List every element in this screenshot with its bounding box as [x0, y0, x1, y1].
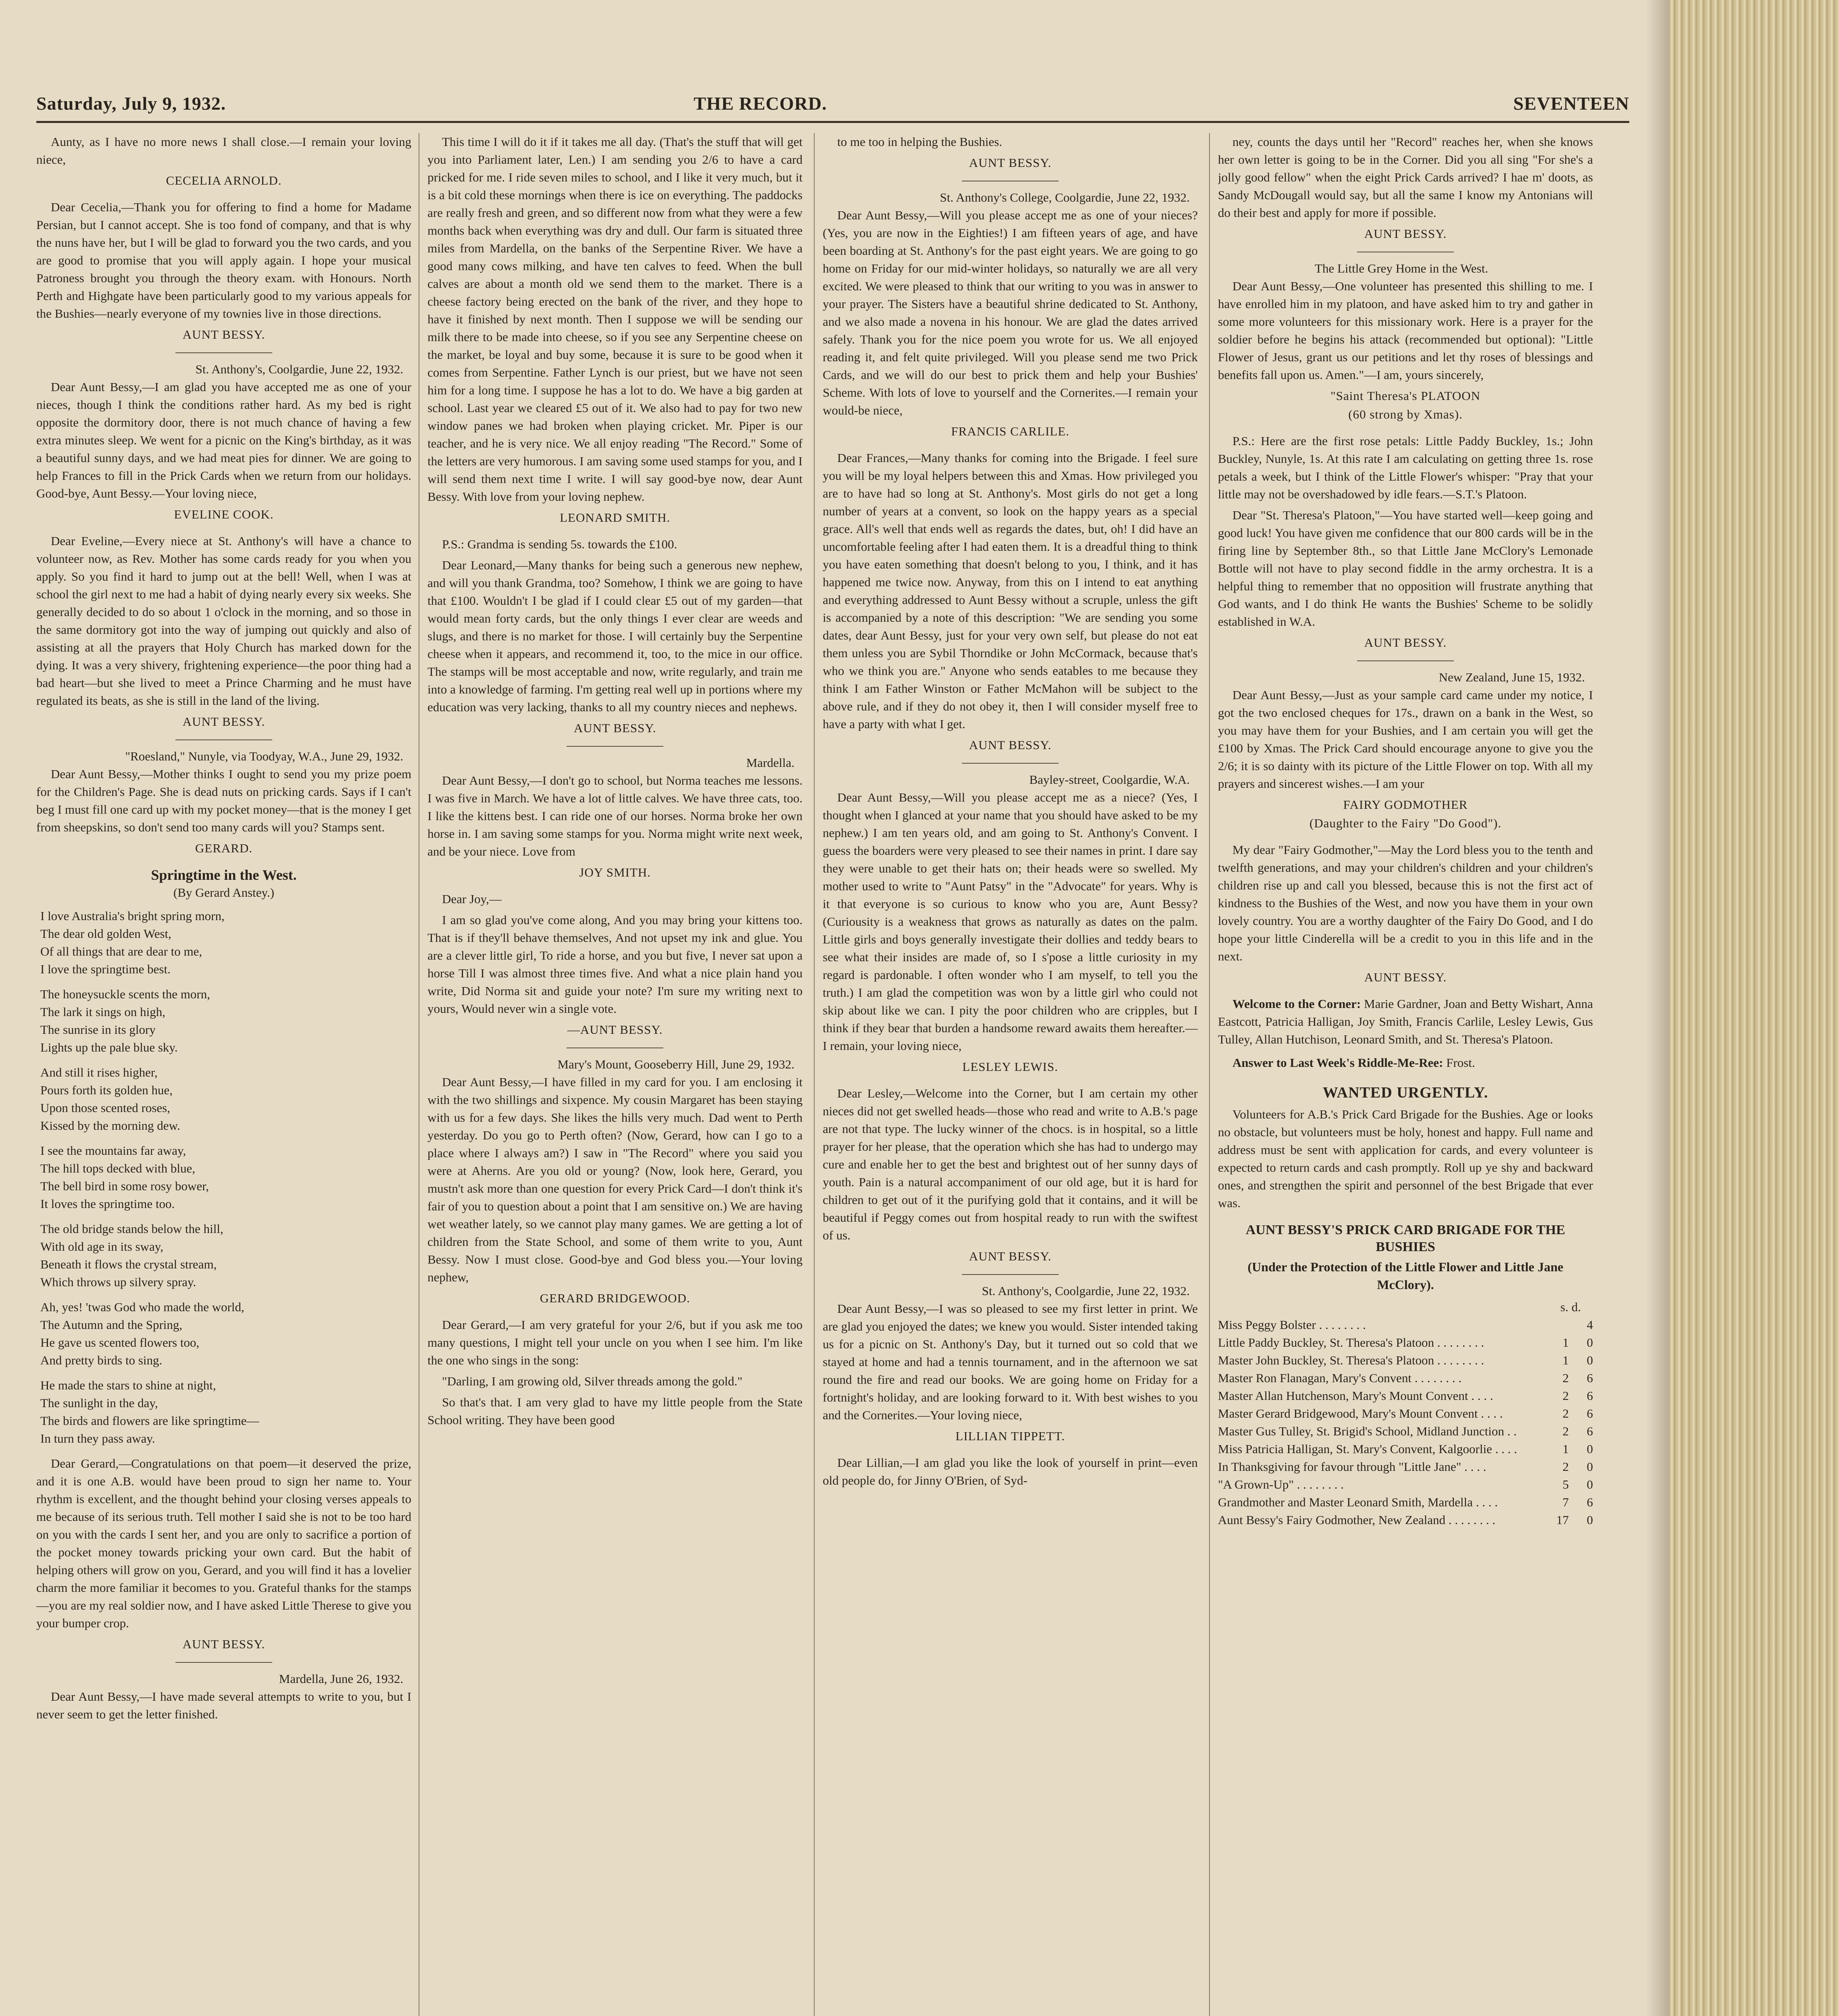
masthead [36, 93, 1629, 123]
letter-address: Mardella. [746, 756, 794, 770]
donor-name: Master Allan Hutchenson, Mary's Mount Convent . . . . [1218, 1389, 1493, 1403]
letter-address: Bayley-street, Coolgardie, W.A. [1029, 773, 1190, 787]
list-item [1218, 1352, 1593, 1369]
column-1 [36, 133, 411, 2016]
letter-text: Dear Aunt Bessy,—I was so pleased to see my first letter in print. We are glad you enjoyed the dates; we knew you would. Sister intended taking us for a picnic on St. Anthony's Day, but it turned out so cold that we stayed at home and had a tennis tournament, and in the afternoon we sat round the fire and read our books. We are going home on Friday for a fortnight's holiday, and are looking forward to it. With best wishes to you and the Cornerites.—Your loving niece, [823, 1302, 1198, 1422]
letter-salutation: Dear Joy,— [442, 892, 502, 906]
wanted-text: Volunteers for A.B.'s Prick Card Brigade for the Bushies. Age or looks no obstacle, but volunteers must be holy, honest and happy. Full name and address must be sent with application for cards, and every volunteer is expected to return cards and cash promptly. Roll up ye shy and backward ones, and strengthen the spirit and personnel of the best Brigade that ever was. [1218, 1107, 1593, 1210]
donor-name: Master Gus Tulley, St. Brigid's School, Midland Junction . . [1218, 1424, 1517, 1438]
signature: GERARD. [195, 841, 253, 855]
brigade-subheading: (Under the Protection of the Little Flower and Little Jane McClory). [1247, 1260, 1564, 1292]
signature: AUNT BESSY. [1364, 227, 1447, 241]
pence: 6 [1587, 1406, 1593, 1420]
poem-verse [36, 1377, 411, 1447]
signature: AUNT BESSY. [1364, 635, 1447, 650]
signature: "Saint Theresa's PLATOON [1330, 389, 1480, 403]
letter-text: ney, counts the days until her "Record" reaches her, when she knows her own letter is going to be in the Corner. Did you all sing "For she's a jolly good fellow" when the eight Prick Cards arrived? I hae m' doots, as Sandy McDougall would say, but all the same I know my Antonians will do their best and apply for more if possible. [1218, 135, 1593, 220]
divider [567, 746, 663, 747]
letter-text: Dear Lillian,—I am glad you like the look of yourself in print—even old people do, for Jinny O'Brien, of Syd- [823, 1456, 1198, 1487]
poem-line: He made the stars to shine at night, [40, 1378, 216, 1392]
poem-line: The dear old golden West, [40, 927, 171, 941]
letter-address: St. Anthony's, Coolgardie, June 22, 1932. [195, 362, 403, 376]
signature: JOY SMITH. [579, 865, 651, 879]
list-item [1218, 1369, 1593, 1387]
letter-address: St. Anthony's, Coolgardie, June 22, 1932. [982, 1284, 1190, 1298]
pence: 4 [1587, 1318, 1593, 1332]
donor-name: Little Paddy Buckley, St. Theresa's Platoon . . . . . . . . [1218, 1335, 1484, 1350]
pence: 0 [1587, 1335, 1593, 1350]
divider [962, 763, 1059, 764]
shillings: 2 [1562, 1424, 1569, 1438]
column-4 [1218, 133, 1593, 2016]
letter-text: Dear Aunt Bessy,—One volunteer has presented this shilling to me. I have enrolled him in my platoon, and have asked him to try and gather in some more volunteers for this missionary work. Here is a prayer for the soldier before he begins his attack (recommended but optional): "Little Flower of Jesus, grant us our petitions and let thy roses of blessings and benefits fall upon us. Amen."—I am, yours sincerely, [1218, 279, 1593, 382]
page-number: SEVENTEEN [1513, 93, 1629, 114]
letter-text: Dear Cecelia,—Thank you for offering to find a home for Madame Persian, but I cannot accept. She is too fond of company, and that is why the nuns have her, but I will be glad to forward you the two cards, and you are good to promise that you will apply again. I hope your musical Patroness brought you through the theory exam. with Honours. North Perth and Highgate have been particularly good to my various appeals for the Bushies—nearly everyone of my townies live in those directions. [36, 200, 411, 321]
song-quote: "Darling, I am growing old, Silver threads among the gold." [442, 1374, 743, 1388]
column-rule [814, 133, 815, 2016]
poem-line: Beneath it flows the crystal stream, [40, 1257, 217, 1271]
signature-note: (60 strong by Xmas). [1348, 407, 1463, 421]
shillings: 2 [1562, 1460, 1569, 1474]
issue-date: Saturday, July 9, 1932. [36, 93, 226, 114]
poem-verse [36, 1142, 411, 1213]
signature: AUNT BESSY. [969, 1249, 1052, 1263]
signature: AUNT BESSY. [182, 327, 265, 342]
column-3 [823, 133, 1198, 2016]
poem-line: The birds and flowers are like springtime— [40, 1414, 259, 1428]
brigade-list [1218, 1316, 1593, 1529]
letter-text: Dear Leonard,—Many thanks for being such a generous new nephew, and will you thank Grandma, too? Somehow, I think we are going to have that £100. Wouldn't I be glad if I could clear £5 out of my garden—that would mean forty cards, but the only things I ever clear are weeds and slugs, and there is no market for those. I will certainly buy the Serpentine cheese when it appears, and recommend it, too, to the mice in our office. The stamps will be most acceptable and now, write regularly, and train me into a knowledge of farming. I'm getting real well up in portions where my education was very lacking, thanks to all my country nieces and nephews. [427, 558, 803, 714]
poem-line: And pretty birds to sing. [40, 1353, 163, 1367]
shillings: 7 [1562, 1495, 1569, 1509]
signature: LEONARD SMITH. [559, 510, 671, 525]
poem-title: Springtime in the West. [151, 867, 297, 883]
bound-page-edges [1670, 0, 1839, 2016]
pence: 6 [1587, 1389, 1593, 1403]
list-item [1218, 1476, 1593, 1493]
column-rule [1209, 133, 1210, 2016]
letter-text: Dear Aunt Bessy,—Just as your sample card came under my notice, I got the two enclosed cheques for 17s., drawn on a bank in the West, so you may have them for your Bushies, and I am certain you will get the £100 by Xmas. The Prick Card should encourage anyone to give you the 2/6; it is so dainty with its picture of the Little Flower on top. With all my prayers and sincerest wishes.—I am your [1218, 688, 1593, 791]
shillings: 1 [1562, 1442, 1569, 1456]
letter-text: to me too in helping the Bushies. [837, 135, 1002, 149]
pence: 0 [1587, 1442, 1593, 1456]
divider [175, 739, 272, 740]
list-item [1218, 1511, 1593, 1529]
poem-line: He gave us scented flowers too, [40, 1335, 200, 1350]
divider [175, 1662, 272, 1663]
list-item [1218, 1440, 1593, 1458]
divider [1357, 660, 1454, 661]
signature: GERARD BRIDGEWOOD. [540, 1291, 690, 1305]
list-item [1218, 1458, 1593, 1476]
poem-line: Pours forth its golden hue, [40, 1083, 173, 1097]
poem-line: Which throws up silvery spray. [40, 1275, 196, 1289]
riddle-answer-label: Answer to Last Week's Riddle-Me-Ree: [1232, 1056, 1443, 1070]
paper-title: THE RECORD. [694, 93, 827, 114]
letter-text: Dear Aunt Bessy,—Mother thinks I ought to send you my prize poem for the Children's Page. She is dead nuts on pricking cards. Says if I can't beg I must fill one card up with my pocket money—that is the money I get from sheepskins, so don't send too many cards will you? Stamps sent. [36, 767, 411, 834]
signature-note: (Daughter to the Fairy "Do Good"). [1309, 816, 1501, 830]
signature: EVELINE COOK. [174, 507, 274, 521]
postscript: P.S.: Grandma is sending 5s. towards the £100. [442, 537, 677, 551]
welcome-notice [1218, 995, 1593, 1048]
letter-text: Dear Gerard,—I am very grateful for your 2/6, but if you ask me too many questions, I might tell your uncle on you when I see him. I'm like the one who sings in the song: [427, 1318, 803, 1367]
divider [175, 352, 272, 353]
letter-text: Dear Aunt Bessy,—Will you please accept me as one of your nieces? (Yes, you are now in the Eighties!) I am fifteen years of age, and have been boarding at St. Anthony's for the past eight years. We are going to go home on Friday for our mid-winter holidays, so naturally we are all very excited. We were pleased to think that our writing to you was in answer to your prayer. The Sisters have a beautiful shrine dedicated to St. Anthony, and we also made a novena in his honour. We are glad the dates arrived safely. Thank you for the nice poem you wrote for us. We all enjoyed reading it, and felt quite privileged. Will you please send me two Prick Cards, and we will do our best to prick them and help your Bushies' Scheme. With lots of love to yourself and the Cornerites.—I remain your would-be niece, [823, 208, 1198, 417]
wanted-heading: WANTED URGENTLY. [1322, 1084, 1489, 1101]
poem-line: Kissed by the morning dew. [40, 1118, 180, 1133]
shillings: 2 [1562, 1406, 1569, 1420]
signature: LESLEY LEWIS. [962, 1060, 1058, 1074]
letter-address: Mary's Mount, Gooseberry Hill, June 29, 1932. [557, 1057, 794, 1071]
signature: AUNT BESSY. [182, 714, 265, 729]
currency-header: s. d. [1560, 1300, 1581, 1314]
letter-text: Dear Aunt Bessy,—I have made several attempts to write to you, but I never seem to get the letter finished. [36, 1689, 411, 1721]
poem-line: With old age in its sway, [40, 1239, 163, 1254]
poem-line: The lark it sings on high, [40, 1005, 165, 1019]
poem-verse [36, 1220, 411, 1291]
poem-line: Of all things that are dear to me, [40, 944, 202, 958]
letter-text: Dear Lesley,—Welcome into the Corner, but I am certain my other nieces did not get swelled heads—those who read and write to A.B.'s page are not that type. The lucky winner of the chocs. is in hospital, so a little prayer for her please, that the operation which she has had to undergo may cure and enable her to get the best and brightest out of her sunny days of youth. Pain is a natural accompaniment of our old age, but it is hard for children to get out of it the purifying gold that it contains, and it will be beautiful if Peggy comes out from hospital ready to run with the swiftest of us. [823, 1086, 1198, 1242]
letter-address: "Roesland," Nunyle, via Toodyay, W.A., June 29, 1932. [125, 749, 403, 763]
riddle-answer [1218, 1054, 1593, 1072]
donor-name: Grandmother and Master Leonard Smith, Mardella . . . . [1218, 1495, 1498, 1509]
signature: AUNT BESSY. [182, 1637, 265, 1651]
poem-byline: (By Gerard Anstey.) [173, 885, 275, 900]
pence: 6 [1587, 1424, 1593, 1438]
list-item [1218, 1334, 1593, 1352]
shillings: 17 [1556, 1513, 1569, 1527]
donor-name: Master Gerard Bridgewood, Mary's Mount Convent . . . . [1218, 1406, 1503, 1420]
list-item [1218, 1316, 1593, 1334]
letter-text: Dear "St. Theresa's Platoon,"—You have started well—keep going and good luck! You have given me confidence that our 800 cards will be in the firing line by September 8th., so that Little Jane McClory's Lemonade Bottle will not have to play second fiddle in the army orchestra. It is a helpful thing to remember that no opposition will frustrate anything that God wants, and I do think He wants the Bushies' Scheme to be solidly established in W.A. [1218, 508, 1593, 629]
pence: 6 [1587, 1371, 1593, 1385]
list-item [1218, 1493, 1593, 1511]
letter-text: This time I will do it if it takes me all day. (That's the stuff that will get you into Parliament later, Len.) I am sending you 2/6 to have a card pricked for me. I ride seven miles to school, and I like it very much, but it is a bit cold these mornings when there is ice on everything. The paddocks are really fresh and green, and so different now from what they were a few months back when everything was dry and dull. Our farm is situated three miles from Mardella, on the banks of the Serpentine River. We have a good many cows milking, and have ten calves to feed. When the bull calves are about a month old we send them to the market. There is a cheese factory being erected on the bank of the river, and they hope to have it finished by next month. Then I suppose we will be sending our milk there to be made into cheese, so if you see any Serpentine cheese on the market, be loyal and buy some, because it is sure to be good when it comes from Serpentine. Father Lynch is our priest, but we have not seen him for a long time. I suppose he has a lot to do. We have a big garden at school. Last year we cleared £5 out of it. We also had to pay for two new window panes we had broken when playing cricket. Mr. Piper is our teacher, and he is very nice. We all enjoy reading "The Record." Some of the letters are very humorous. I am saving some used stamps for you, and I will send them next time I write. I will say good-bye now, dear Aunt Bessy. With love from your loving nephew. [427, 135, 803, 504]
signature: AUNT BESSY. [1364, 970, 1447, 984]
pence: 6 [1587, 1495, 1593, 1509]
pence: 0 [1587, 1477, 1593, 1491]
letter-text: Dear Aunt Bessy,—I have filled in my card for you. I am enclosing it with the two shillings and sixpence. My cousin Margaret has been staying with us for a few days. She likes the hills very much. Dad went to Perth yesterday. Do you go to Perth often? (Now, Gerard, how can I go to a place where I always am?) I saw in "The Record" where you said you were at Aherns. Are you old or young? (Now, look here, Gerard, you mustn't ask more than one question for every Prick Card—I don't think it's fair of you to question about a point that I am sensitive on.) We are having wet weather lately, so we cannot play many games. We are getting a lot of children from the State School, and some of them write to you, Aunt Bessy. Now I must close. Good-bye and God bless you.—Your loving nephew, [427, 1075, 803, 1284]
list-item [1218, 1387, 1593, 1405]
shillings: 1 [1562, 1353, 1569, 1367]
poem-verse [36, 1298, 411, 1369]
signature: AUNT BESSY. [969, 156, 1052, 170]
shillings: 2 [1562, 1389, 1569, 1403]
welcome-label: Welcome to the Corner: [1232, 997, 1361, 1011]
poem-verse [36, 1064, 411, 1135]
poem-line: I love Australia's bright spring morn, [40, 909, 225, 923]
shillings: 1 [1562, 1335, 1569, 1350]
donor-name: In Thanksgiving for favour through "Little Jane" . . . . [1218, 1460, 1487, 1474]
poem-line: The old bridge stands below the hill, [40, 1222, 223, 1236]
poem-line: The hill tops decked with blue, [40, 1161, 195, 1175]
poem-line: The honeysuckle scents the morn, [40, 987, 210, 1001]
pence: 0 [1587, 1353, 1593, 1367]
letter-address: Mardella, June 26, 1932. [279, 1672, 403, 1686]
signature: AUNT BESSY. [573, 721, 657, 735]
pence: 0 [1587, 1460, 1593, 1474]
signature: LILLIAN TIPPETT. [955, 1429, 1065, 1443]
poem-verse [36, 985, 411, 1056]
riddle-answer-text: Frost. [1446, 1056, 1475, 1070]
letter-text: Dear Aunt Bessy,—I am glad you have accepted me as one of your nieces, though I think the conditions rather hard. As my bed is right opposite the dormitory door, there is not much chance of having a few extra minutes sleep. We went for a picnic on the King's birthday, as it was a beautiful sunny days, and we had meat pies for dinner. We are going to help Frances to fill in the Prick Cards when we return from our holidays. Good-bye, Aunt Bessy.—Your loving niece, [36, 380, 411, 500]
divider [962, 1274, 1059, 1275]
poem-line: In turn they pass away. [40, 1431, 155, 1445]
donor-name: "A Grown-Up" . . . . . . . . [1218, 1477, 1344, 1491]
poem-line: I love the springtime best. [40, 962, 171, 976]
donor-name: Miss Patricia Halligan, St. Mary's Convent, Kalgoorlie . . . . [1218, 1442, 1517, 1456]
donor-name: Miss Peggy Bolster . . . . . . . . [1218, 1318, 1366, 1332]
letter-text: Dear Eveline,—Every niece at St. Anthony's will have a chance to volunteer now, as Rev. Mother has some cards ready for you when you apply. So you find it hard to jump out at the bell! Well, when I was at school the girl next to me had a habit of dying nearly every six weeks. She generally decided to do so about 1 o'clock in the morning, and so those in the same dormitory got into the way of jumping out quickly and also of assisting at all the prayers that Holy Church has marked down for the dying. It was a very shivery, frightening experience—the poor thing had a bad heart—but she lived to meet a Prince Charming and he must have regulated its beats, as she is still in the land of the living. [36, 534, 411, 708]
poem-line: Upon those scented roses, [40, 1101, 170, 1115]
poem-line: The Autumn and the Spring, [40, 1318, 183, 1332]
donor-name: Master Ron Flanagan, Mary's Convent . . . . . . . . [1218, 1371, 1462, 1385]
letter-text: My dear "Fairy Godmother,"—May the Lord bless you to the tenth and twelfth generations, and may your children's children and your children's children rise up and call you blessed, because this is not the first act of kindness to the Bushies of the West, and now you have them in your own lovely country. You are a worthy daughter of the Fairy Do Good, and I do hope your little Cinderella will be a credit to you in this life and in the next. [1218, 843, 1593, 963]
signature: FAIRY GODMOTHER [1343, 798, 1468, 812]
poem-line: Lights up the pale blue sky. [40, 1040, 178, 1054]
letter-text: Dear Frances,—Many thanks for coming into the Brigade. I feel sure you will be my loyal helpers between this and Xmas. How privileged you are to have had so long at St. Anthony's. Most girls do not get a long number of years at a convent, so look on the happy years as a special grace. All's well that ends well as regards the dates, but, oh! I did have an uncomfortable feeling after I had eaten them. It is a dreadful thing to think you have eaten something that doesn't belong to you, I think, and it has happened me twice now. Anyway, from this on I intend to eat anything and everything addressed to Aunt Bessy without a scruple, unless the gift is accompanied by a note of this description: "We are sending you some dates, dear Aunt Bessy, just for your very own self, but please do not eat them unless you are Sybil Thorndike or John McCormack, because that's who we think you are." Anyone who sends eatables to me because they think I am Father Winston or Father McMahon will be subject to the above rule, and if they do not obey it, then I will consider myself free to have a party with what I get. [823, 451, 1198, 731]
letter-text: Dear Aunt Bessy,—I don't go to school, but Norma teaches me lessons. I was five in March. We have a lot of little calves. We have three cats, too. I like the kittens best. I can ride one of our horses. Norma broke her own horse in. I am saving some stamps for you. Norma might write next week, and be your niece. Love from [427, 773, 803, 858]
letter-text: Aunty, as I have no more news I shall close.—I remain your loving niece, [36, 135, 411, 167]
letter-text: Dear Gerard,—Congratulations on that poem—it deserved the prize, and it is one A.B. would have been proud to sign her name to. Your rhythm is excellent, and the thought behind your closing verses appeals to me because of its serious truth. Tell mother I said she is not to be too hard on you with the cards I sent her, and you are only to sacrifice a portion of the pocket money towards pricking your own card. But the habit of helping others will grow on you, Gerard, and you will find it has a lovelier charm the more familiar it becomes to you. Grateful thanks for the stamps—you are my real soldier now, and I have asked Little Therese to give you your bumper crop. [36, 1456, 411, 1630]
signature: CECELIA ARNOLD. [166, 173, 282, 187]
letter-verse: I am so glad you've come along, And you may bring your kittens too. That is if they'll behave themselves, And not upset my ink and glue. You are a clever little girl, To ride a horse, and you but five, I never sat upon a horse Till I was almost three times five. And what a nice plain hand you write, Did Norma sit and guide your note? I'm sure my writing next to yours, Would never win a single vote. [427, 913, 803, 1016]
poem-line: Ah, yes! 'twas God who made the world, [40, 1300, 244, 1314]
shillings: 2 [1562, 1371, 1569, 1385]
poem-line: And still it rises higher, [40, 1065, 158, 1079]
poem-line: The sunlight in the day, [40, 1396, 158, 1410]
letter-address: St. Anthony's College, Coolgardie, June 22, 1932. [940, 190, 1190, 204]
poem-line: The bell bird in some rosy bower, [40, 1179, 209, 1193]
postscript: P.S.: Here are the first rose petals: Little Paddy Buckley, 1s.; John Buckley, Nunyle, 1s. At this rate I am calculating on getting three 1s. rose petals a week, but I think of the Little Flower's whisper: "Pray that your little may not be overshadowed by idle fears.—S.T.'s Platoon. [1218, 434, 1593, 501]
shillings: 5 [1562, 1477, 1569, 1491]
donor-name: Aunt Bessy's Fairy Godmother, New Zealand . . . . . . . . [1218, 1513, 1495, 1527]
poem-line: It loves the springtime too. [40, 1197, 175, 1211]
signature: —AUNT BESSY. [567, 1023, 663, 1037]
pence: 0 [1587, 1513, 1593, 1527]
letter-text: Dear Aunt Bessy,—Will you please accept me as a niece? (Yes, I thought when I glanced at your name that you should have asked to be my nephew.) I am ten years old, and am going to St. Anthony's Convent. I guess the boarders were very pleased to see their names in print. I dare say they were unable to get their hats on; their heads were so swelled. My mother used to write to "Aunt Patsy" in the "Advocate" for years. Why is it that everyone is so curious to know who you are, Aunt Bessy? (Curiousity is a weakness that grows as naturally as dates on the palm. Little girls and boys generally investigate their dollies and teddy bears to see what their insides are made of, so I s'pose a little curiosity in my regard is pardonable. I often wonder who I am myself, to tell you the truth.) I am glad the competition was won by a little girl who could not skip about like we can. I pity the poor children who are cripples, but I think if they bear that burden a handsome reward awaits them hereafter.—I remain, your loving niece, [823, 790, 1198, 1053]
signature: FRANCIS CARLILE. [951, 424, 1070, 438]
signature: AUNT BESSY. [969, 738, 1052, 752]
letter-address: New Zealand, June 15, 1932. [1439, 670, 1585, 684]
letter-text: So that's that. I am very glad to have my little people from the State School writing. They have been good [427, 1395, 803, 1427]
poem-line: The sunrise in its glory [40, 1023, 156, 1037]
poem-line: I see the mountains far away, [40, 1143, 186, 1158]
column-2 [427, 133, 803, 2016]
poem-verse [36, 907, 411, 978]
brigade-heading: AUNT BESSY'S PRICK CARD BRIGADE FOR THE BUSHIES [1245, 1223, 1566, 1254]
donor-name: Master John Buckley, St. Theresa's Platoon . . . . . . . . [1218, 1353, 1484, 1367]
welcome-names: Marie Gardner, Joan and Betty Wishart, Anna Eastcott, Patricia Halligan, Joy Smith, Francis Carlile, Lesley Lewis, Gus Tulley, Allan Hutchison, Leonard Smith, and St. Theresa's Platoon. [1218, 997, 1593, 1046]
list-item [1218, 1405, 1593, 1422]
letter-address: The Little Grey Home in the West. [1315, 261, 1488, 275]
list-item [1218, 1422, 1593, 1440]
